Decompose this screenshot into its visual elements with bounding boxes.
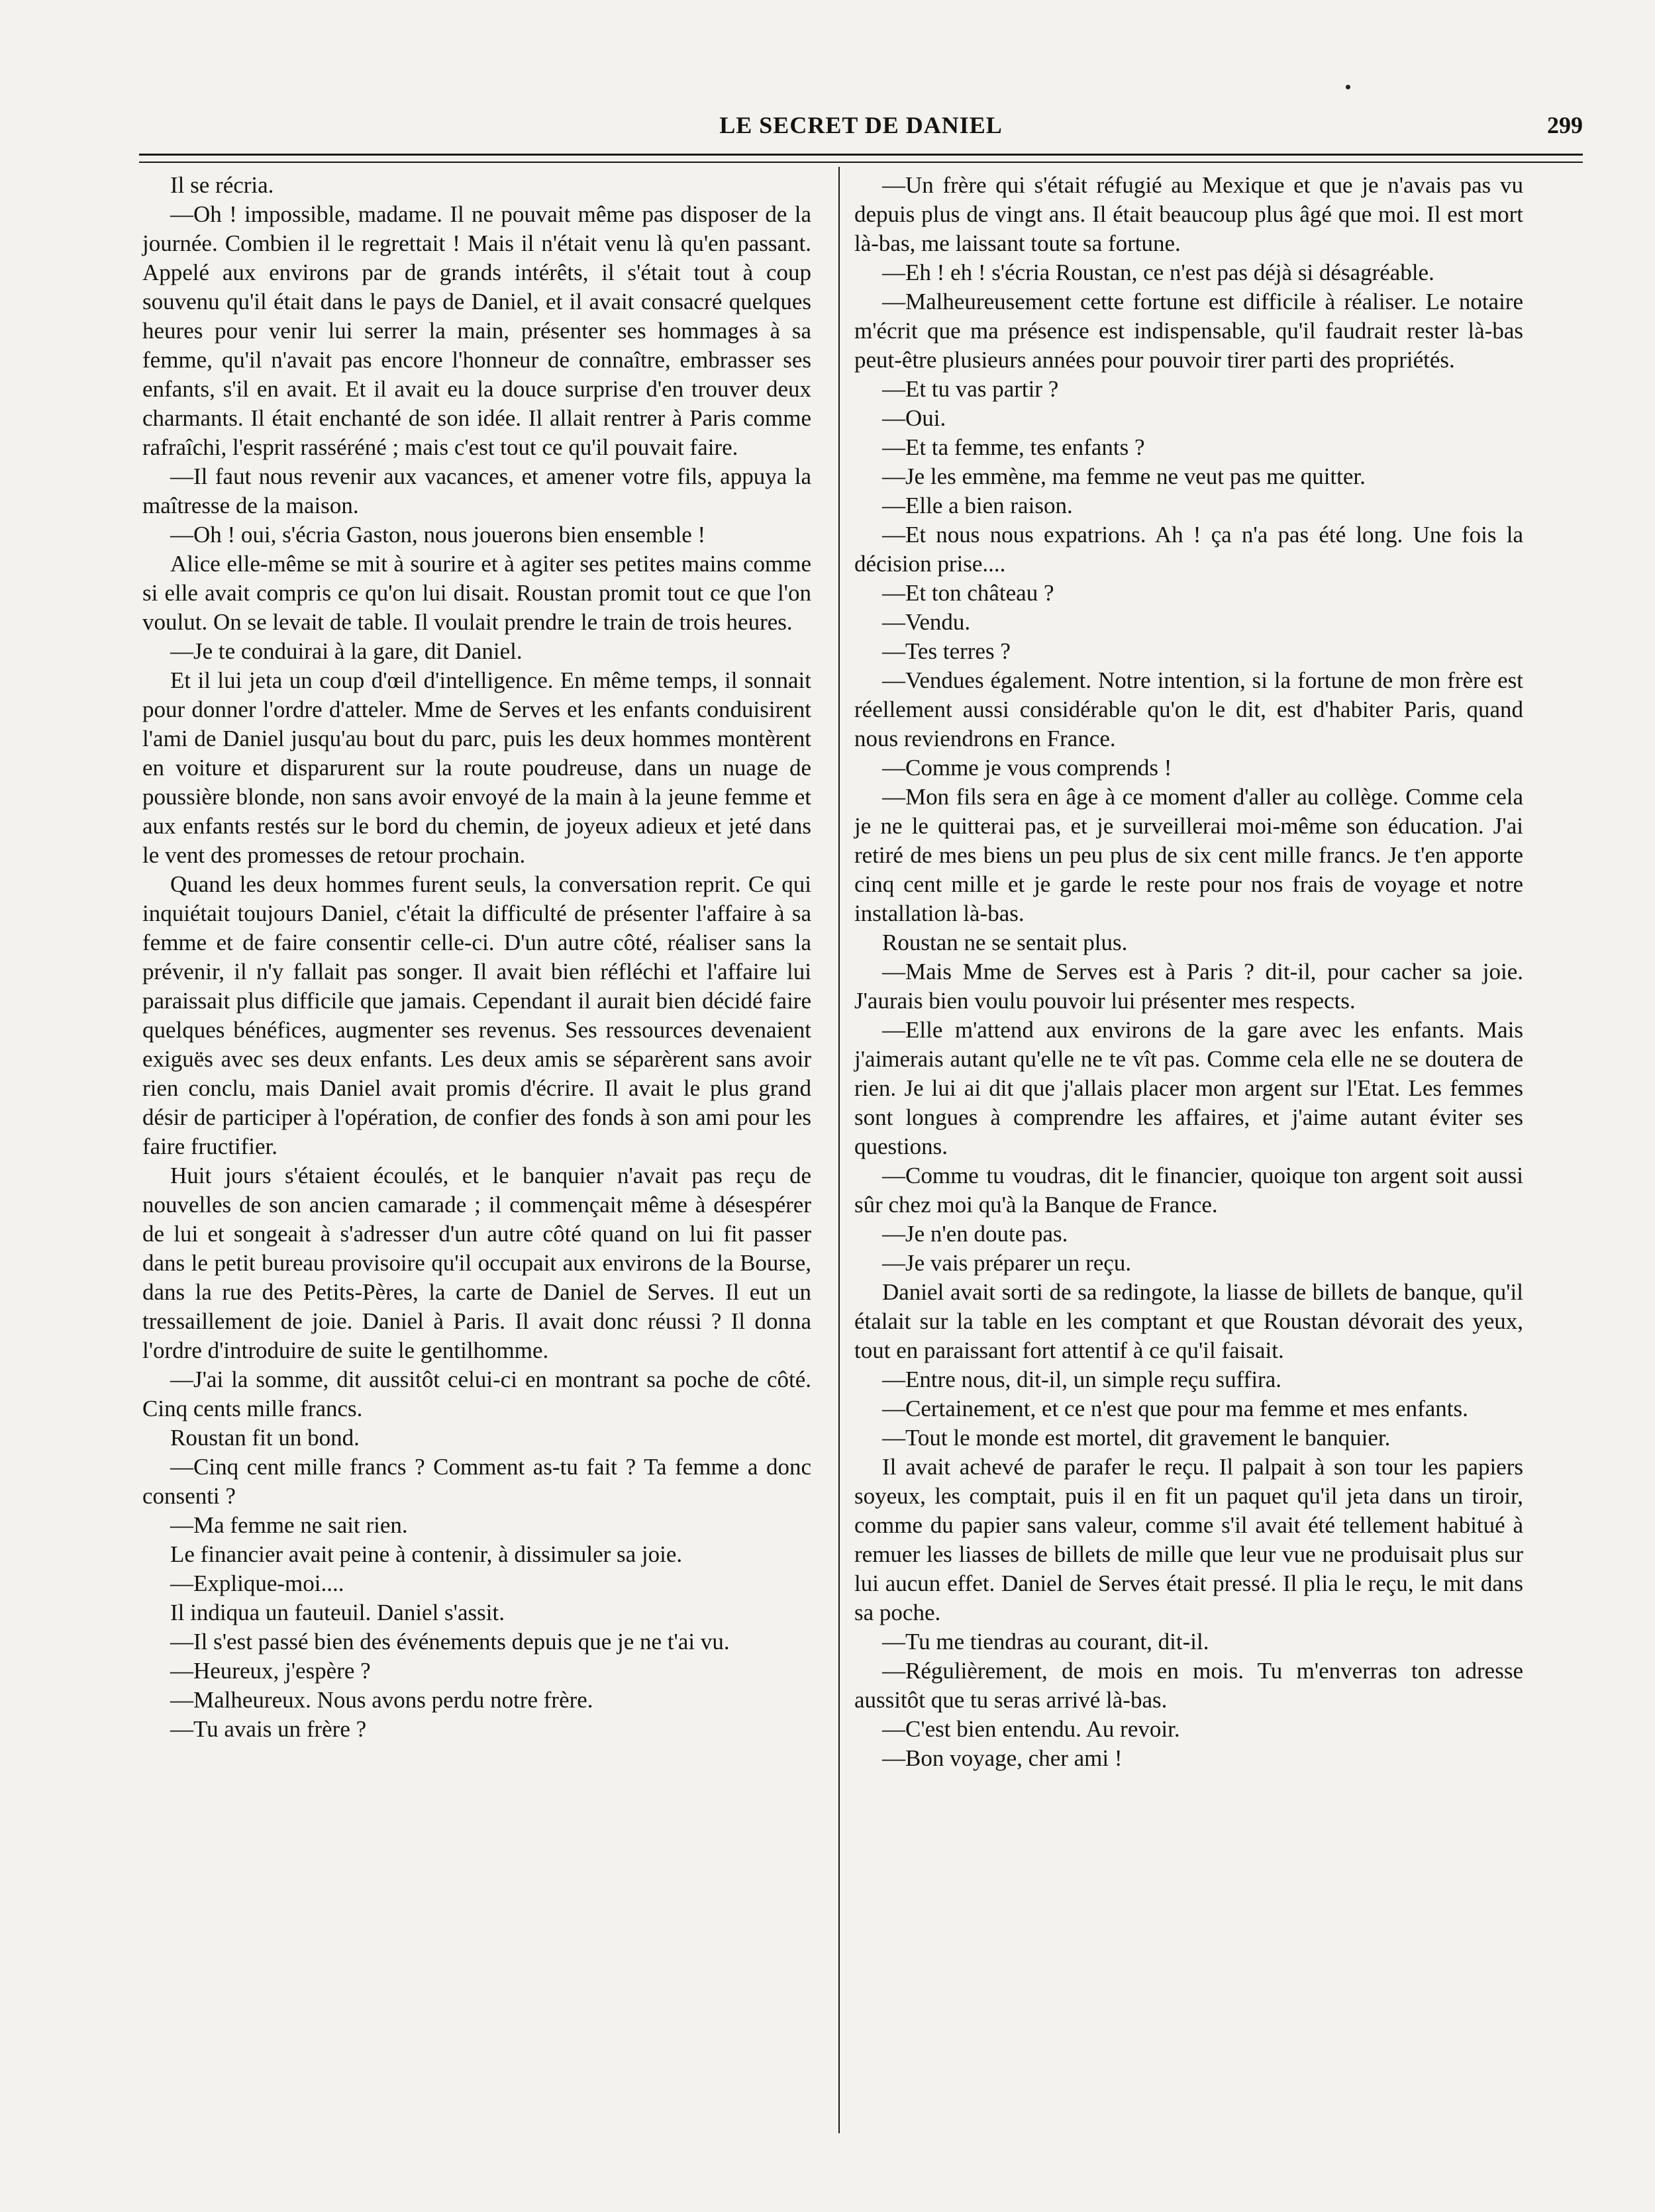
paragraph: Alice elle-même se mit à sourire et à agiter ses petites mains comme si elle avait compris ce qu'on lui disait. Roustan promit tout ce que l'on voulut. On se levait de table. Il voulait prendre le train de trois heures. [142, 551, 811, 635]
paragraph: Il se récria. [170, 172, 274, 198]
left-column [142, 171, 811, 1744]
paragraph: Roustan ne se sentait plus. [882, 930, 1128, 955]
paragraph: —Tu avais un frère ? [170, 1716, 367, 1742]
paragraph: Il avait achevé de parafer le reçu. Il palpait à son tour les papiers soyeux, les comptait, puis il en fit un paquet qu'il jeta dans un tiroir, comme du papier sans valeur, comme s'il avait été tellement habitué à remuer les liasses de billets de mille que leur vue ne produisait plus sur lui aucun effet. Daniel de Serves était pressé. Il plia le reçu, le mit dans sa poche. [854, 1454, 1523, 1625]
paragraph: —Oui. [882, 405, 946, 431]
paragraph: —Il s'est passé bien des événements depuis que je ne t'ai vu. [170, 1629, 730, 1655]
paragraph: Le financier avait peine à contenir, à dissimuler sa joie. [170, 1541, 683, 1567]
ink-speck [1346, 85, 1350, 89]
paragraph: —Régulièrement, de mois en mois. Tu m'enverras ton adresse aussitôt que tu seras arrivé là-bas. [854, 1658, 1523, 1713]
page-header [139, 111, 1583, 151]
paragraph: —Je n'en doute pas. [882, 1221, 1068, 1247]
paragraph: —Elle a bien raison. [882, 493, 1073, 518]
paragraph: —Explique-moi.... [170, 1570, 344, 1596]
paragraph: —Malheureusement cette fortune est difficile à réaliser. Le notaire m'écrit que ma présence est indispensable, qu'il faudrait rester là-bas peut-être plusieurs années pour pouvoir tirer parti des propriétés. [854, 289, 1523, 373]
running-title: LE SECRET DE DANIEL [719, 112, 1003, 138]
paragraph: —Il faut nous revenir aux vacances, et amener votre fils, appuya la maîtresse de la maison. [142, 463, 811, 518]
paragraph: —Bon voyage, cher ami ! [882, 1745, 1123, 1771]
paragraph: —Un frère qui s'était réfugié au Mexique et que je n'avais pas vu depuis plus de vingt ans. Il était beaucoup plus âgé que moi. Il est mort là-bas, me laissant toute sa fortune. [854, 172, 1523, 256]
paragraph: —Entre nous, dit-il, un simple reçu suffira. [882, 1367, 1281, 1392]
paragraph: Huit jours s'étaient écoulés, et le banquier n'avait pas reçu de nouvelles de son ancien camarade ; il commençait même à désespérer de lui et songeait à s'adresser d'un autre côté quand on lui fit passer dans le petit bureau provisoire qu'il occupait aux environs de la Bourse, dans la rue des Petits-Pères, la carte de Daniel de Serves. Il eut un tressaillement de joie. Daniel à Paris. Il avait donc réussi ? Il donna l'ordre d'introduire de suite le gentilhomme. [142, 1163, 811, 1363]
column-divider [838, 167, 840, 2133]
paragraph: —Tes terres ? [882, 638, 1011, 664]
paragraph: —Vendu. [882, 609, 971, 635]
paragraph: —Comme je vous comprends ! [882, 755, 1172, 781]
paragraph: Quand les deux hommes furent seuls, la conversation reprit. Ce qui inquiétait toujours Daniel, c'était la difficulté de présenter l'affaire à sa femme et de faire consentir celle-ci. D'un autre côté, réaliser sans la prévenir, il n'y fallait pas songer. Il avait bien réfléchi et l'affaire lui paraissait plus difficile que jamais. Cependant il aurait bien décidé faire quelques bénéfices, augmenter ses revenus. Ses ressources devenaient exiguës avec ses deux enfants. Les deux amis se séparèrent sans avoir rien conclu, mais Daniel avait promis d'écrire. Il avait le plus grand désir de participer à l'opération, de confier des fonds à son ami pour les faire fructifier. [142, 871, 811, 1159]
paragraph: —Et ta femme, tes enfants ? [882, 434, 1145, 460]
paragraph: —Tu me tiendras au courant, dit-il. [882, 1629, 1209, 1655]
paragraph: —Malheureux. Nous avons perdu notre frère. [170, 1687, 593, 1713]
header-rule [139, 154, 1583, 156]
paragraph: —Vendues également. Notre intention, si la fortune de mon frère est réellement aussi considérable qu'on le dit, est d'habiter Paris, quand nous reviendrons en France. [854, 667, 1523, 751]
paragraph: —Comme tu voudras, dit le financier, quoique ton argent soit aussi sûr chez moi qu'à la Banque de France. [854, 1163, 1523, 1218]
right-column [854, 171, 1523, 1773]
header-rule-thin [139, 162, 1583, 163]
page-number: 299 [1547, 112, 1583, 138]
paragraph: —Et tu vas partir ? [882, 376, 1059, 402]
paragraph: —Et nous nous expatrions. Ah ! ça n'a pas été long. Une fois la décision prise.... [854, 522, 1523, 577]
paragraph: —Je vais préparer un reçu. [882, 1250, 1132, 1276]
paragraph: —Mon fils sera en âge à ce moment d'aller au collège. Comme cela je ne le quitterai pas, et je surveillerai moi-même son éducation. J'ai retiré de mes biens un peu plus de six cent mille francs. Je t'en apporte cinq cent mille et je garde le reste pour nos frais de voyage et notre installation là-bas. [854, 784, 1523, 926]
paragraph: —Elle m'attend aux environs de la gare avec les enfants. Mais j'aimerais autant qu'elle ne te vît pas. Comme cela elle ne se doutera de rien. Je lui ai dit que j'allais placer mon argent sur l'Etat. Les femmes sont longues à comprendre les affaires, et j'aime autant éviter ses questions. [854, 1017, 1523, 1159]
paragraph: —Cinq cent mille francs ? Comment as-tu fait ? Ta femme a donc consenti ? [142, 1454, 811, 1509]
paragraph: Et il lui jeta un coup d'œil d'intelligence. En même temps, il sonnait pour donner l'ordre d'atteler. Mme de Serves et les enfants conduisirent l'ami de Daniel jusqu'au bout du parc, puis les deux hommes montèrent en voiture et disparurent sur la route poudreuse, dans un nuage de poussière blonde, non sans avoir envoyé de la main à la jeune femme et aux enfants restés sur le bord du chemin, de joyeux adieux et jeté dans le vent des promesses de retour prochain. [142, 667, 811, 868]
paragraph: —Tout le monde est mortel, dit gravement le banquier. [882, 1425, 1391, 1451]
paragraph: —Mais Mme de Serves est à Paris ? dit-il, pour cacher sa joie. J'aurais bien voulu pouvoir lui présenter mes respects. [854, 959, 1523, 1014]
paragraph: —Heureux, j'espère ? [170, 1658, 371, 1684]
paragraph: —Ma femme ne sait rien. [170, 1512, 408, 1538]
paragraph: —Certainement, et ce n'est que pour ma femme et mes enfants. [882, 1396, 1468, 1421]
paragraph: —C'est bien entendu. Au revoir. [882, 1716, 1180, 1742]
paragraph: Daniel avait sorti de sa redingote, la liasse de billets de banque, qu'il étalait sur la table en les comptant et que Roustan dévorait des yeux, tout en paraissant fort attentif à ce qu'il faisait. [854, 1279, 1523, 1363]
paragraph: —J'ai la somme, dit aussitôt celui-ci en montrant sa poche de côté. Cinq cents mille francs. [142, 1367, 811, 1421]
paragraph: —Oh ! oui, s'écria Gaston, nous jouerons bien ensemble ! [170, 522, 706, 548]
paragraph: —Je les emmène, ma femme ne veut pas me quitter. [882, 463, 1366, 489]
paragraph: —Je te conduirai à la gare, dit Daniel. [170, 638, 523, 664]
paragraph: —Et ton château ? [882, 580, 1054, 606]
paragraph: —Eh ! eh ! s'écria Roustan, ce n'est pas déjà si désagréable. [882, 260, 1434, 285]
paragraph: Il indiqua un fauteuil. Daniel s'assit. [170, 1600, 505, 1625]
paragraph: —Oh ! impossible, madame. Il ne pouvait même pas disposer de la journée. Combien il le regrettait ! Mais il n'était venu là qu'en passant. Appelé aux environs par de grands intérêts, il s'était tout à coup souvenu qu'il était dans le pays de Daniel, et il avait consacré quelques heures pour venir lui serrer la main, présenter ses hommages à sa femme, qu'il n'avait pas encore l'honneur de connaître, embrasser ses enfants, s'il en avait. Et il avait eu la douce surprise d'en trouver deux charmants. Il était enchanté de son idée. Il allait rentrer à Paris comme rafraîchi, l'esprit rasséréné ; mais c'est tout ce qu'il pouvait faire. [142, 201, 811, 460]
paragraph: Roustan fit un bond. [170, 1425, 360, 1451]
